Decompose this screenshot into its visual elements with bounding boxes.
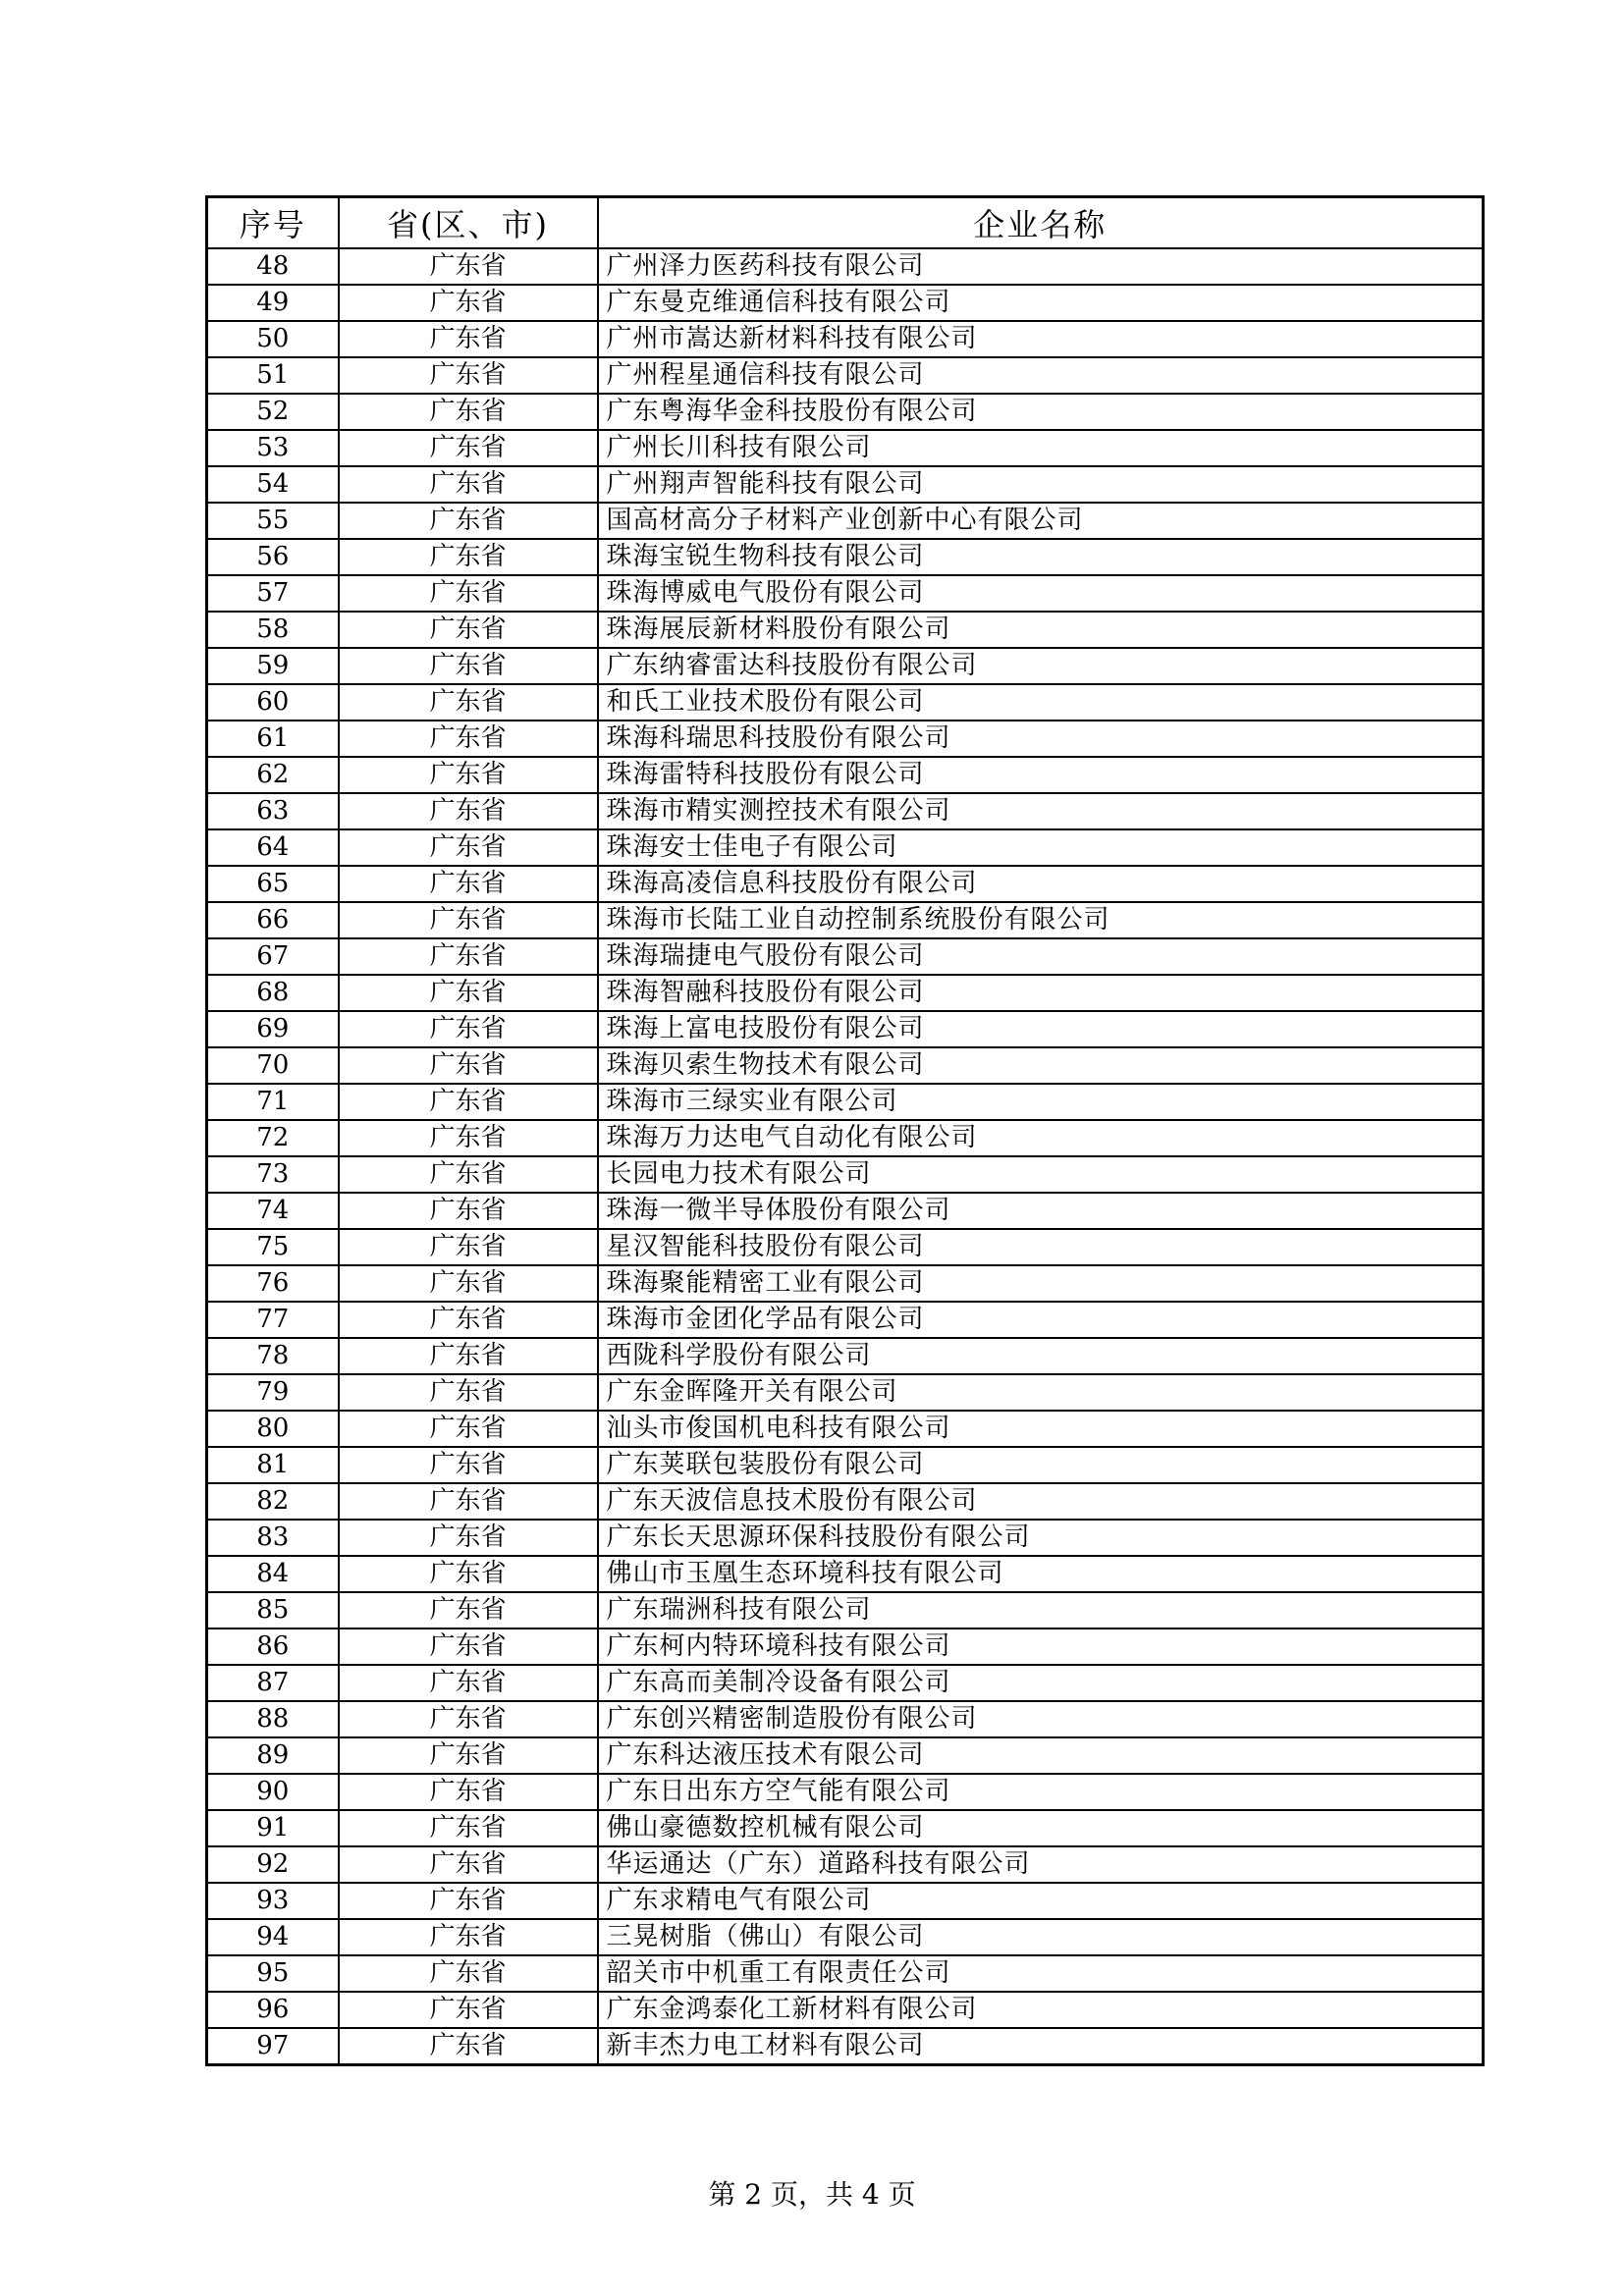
table-row [207, 1520, 1484, 1556]
row-index-cell: 51 [207, 357, 339, 394]
row-company-cell: 广东粤海华金科技股份有限公司 [598, 394, 1484, 430]
row-company-cell: 和氏工业技术股份有限公司 [598, 684, 1484, 721]
table-row [207, 1338, 1484, 1374]
row-province-cell: 广东省 [339, 1483, 598, 1520]
row-index-cell: 56 [207, 539, 339, 575]
row-index-cell: 88 [207, 1701, 339, 1737]
row-province-cell: 广东省 [339, 1737, 598, 1774]
row-company-cell: 广东天波信息技术股份有限公司 [598, 1483, 1484, 1520]
row-company-cell: 长园电力技术有限公司 [598, 1156, 1484, 1193]
row-province-cell: 广东省 [339, 1338, 598, 1374]
row-company-cell: 国高材高分子材料产业创新中心有限公司 [598, 503, 1484, 539]
row-index-cell: 96 [207, 1992, 339, 2028]
table-row [207, 684, 1484, 721]
row-province-cell: 广东省 [339, 1047, 598, 1084]
row-index-cell: 76 [207, 1265, 339, 1302]
row-company-cell: 广东荚联包装股份有限公司 [598, 1447, 1484, 1483]
table-row [207, 1665, 1484, 1701]
row-index-cell: 54 [207, 466, 339, 503]
table-row [207, 466, 1484, 503]
row-index-cell: 65 [207, 866, 339, 902]
row-index-cell: 91 [207, 1810, 339, 1846]
table-row [207, 902, 1484, 938]
row-province-cell: 广东省 [339, 394, 598, 430]
row-province-cell: 广东省 [339, 902, 598, 938]
table-row [207, 793, 1484, 829]
table-row [207, 394, 1484, 430]
table-row [207, 1955, 1484, 1992]
row-index-cell: 85 [207, 1592, 339, 1629]
row-index-cell: 86 [207, 1629, 339, 1665]
row-index-cell: 83 [207, 1520, 339, 1556]
row-province-cell: 广东省 [339, 1229, 598, 1265]
row-company-cell: 广州泽力医药科技有限公司 [598, 248, 1484, 285]
row-company-cell: 珠海博威电气股份有限公司 [598, 575, 1484, 612]
row-province-cell: 广东省 [339, 866, 598, 902]
row-company-cell: 广东曼克维通信科技有限公司 [598, 285, 1484, 321]
table-row [207, 539, 1484, 575]
row-company-cell: 珠海贝索生物技术有限公司 [598, 1047, 1484, 1084]
page-number: 第 2 页，共 4 页 [708, 2178, 916, 2211]
row-index-cell: 78 [207, 1338, 339, 1374]
row-company-cell: 珠海展辰新材料股份有限公司 [598, 612, 1484, 648]
table-row [207, 1592, 1484, 1629]
row-company-cell: 广东柯内特环境科技有限公司 [598, 1629, 1484, 1665]
table-row [207, 612, 1484, 648]
table-row [207, 430, 1484, 466]
table-row [207, 1447, 1484, 1483]
table-row [207, 1701, 1484, 1737]
row-company-cell: 汕头市俊国机电科技有限公司 [598, 1411, 1484, 1447]
row-index-cell: 62 [207, 757, 339, 793]
row-province-cell: 广东省 [339, 1992, 598, 2028]
row-province-cell: 广东省 [339, 1411, 598, 1447]
row-province-cell: 广东省 [339, 1011, 598, 1047]
table-row [207, 1737, 1484, 1774]
row-index-cell: 63 [207, 793, 339, 829]
table-row [207, 1919, 1484, 1955]
row-company-cell: 韶关市中机重工有限责任公司 [598, 1955, 1484, 1992]
table-row [207, 1156, 1484, 1193]
row-company-cell: 珠海一微半导体股份有限公司 [598, 1193, 1484, 1229]
table-row [207, 1992, 1484, 2028]
header-index: 序号 [207, 197, 339, 249]
header-province: 省(区、市) [339, 197, 598, 249]
row-index-cell: 80 [207, 1411, 339, 1447]
table-row [207, 1774, 1484, 1810]
table-row [207, 285, 1484, 321]
row-index-cell: 95 [207, 1955, 339, 1992]
row-company-cell: 珠海智融科技股份有限公司 [598, 975, 1484, 1011]
row-province-cell: 广东省 [339, 321, 598, 357]
table-row [207, 938, 1484, 975]
row-company-cell: 华运通达（广东）道路科技有限公司 [598, 1846, 1484, 1883]
table-row [207, 248, 1484, 285]
table-row [207, 1556, 1484, 1592]
row-province-cell: 广东省 [339, 539, 598, 575]
table-row [207, 1229, 1484, 1265]
table-row [207, 1846, 1484, 1883]
row-company-cell: 星汉智能科技股份有限公司 [598, 1229, 1484, 1265]
row-company-cell: 广东长天思源环保科技股份有限公司 [598, 1520, 1484, 1556]
row-index-cell: 58 [207, 612, 339, 648]
row-index-cell: 73 [207, 1156, 339, 1193]
row-province-cell: 广东省 [339, 1701, 598, 1737]
row-index-cell: 97 [207, 2028, 339, 2065]
row-index-cell: 81 [207, 1447, 339, 1483]
row-province-cell: 广东省 [339, 1955, 598, 1992]
row-index-cell: 93 [207, 1883, 339, 1919]
row-company-cell: 佛山市玉凰生态环境科技有限公司 [598, 1556, 1484, 1592]
row-province-cell: 广东省 [339, 1156, 598, 1193]
row-index-cell: 52 [207, 394, 339, 430]
row-index-cell: 60 [207, 684, 339, 721]
row-province-cell: 广东省 [339, 938, 598, 975]
row-province-cell: 广东省 [339, 575, 598, 612]
row-company-cell: 广东科达液压技术有限公司 [598, 1737, 1484, 1774]
row-company-cell: 广东高而美制冷设备有限公司 [598, 1665, 1484, 1701]
table-row [207, 1629, 1484, 1665]
row-province-cell: 广东省 [339, 1629, 598, 1665]
table-row [207, 866, 1484, 902]
row-company-cell: 广东日出东方空气能有限公司 [598, 1774, 1484, 1810]
row-company-cell: 广东瑞洲科技有限公司 [598, 1592, 1484, 1629]
row-province-cell: 广东省 [339, 612, 598, 648]
table-header [207, 197, 1484, 249]
row-index-cell: 57 [207, 575, 339, 612]
row-company-cell: 新丰杰力电工材料有限公司 [598, 2028, 1484, 2065]
row-company-cell: 广东金鸿泰化工新材料有限公司 [598, 1992, 1484, 2028]
row-index-cell: 77 [207, 1302, 339, 1338]
row-company-cell: 广州长川科技有限公司 [598, 430, 1484, 466]
row-index-cell: 69 [207, 1011, 339, 1047]
row-province-cell: 广东省 [339, 1447, 598, 1483]
row-province-cell: 广东省 [339, 466, 598, 503]
header-row [207, 197, 1484, 249]
table-row [207, 1120, 1484, 1156]
table-body [207, 248, 1484, 2065]
row-index-cell: 50 [207, 321, 339, 357]
row-province-cell: 广东省 [339, 1193, 598, 1229]
row-company-cell: 广州翔声智能科技有限公司 [598, 466, 1484, 503]
row-company-cell: 佛山豪德数控机械有限公司 [598, 1810, 1484, 1846]
row-index-cell: 90 [207, 1774, 339, 1810]
row-company-cell: 珠海上富电技股份有限公司 [598, 1011, 1484, 1047]
row-company-cell: 广东求精电气有限公司 [598, 1883, 1484, 1919]
row-province-cell: 广东省 [339, 793, 598, 829]
row-company-cell: 广东纳睿雷达科技股份有限公司 [598, 648, 1484, 684]
row-index-cell: 48 [207, 248, 339, 285]
row-index-cell: 75 [207, 1229, 339, 1265]
row-company-cell: 广东创兴精密制造股份有限公司 [598, 1701, 1484, 1737]
row-index-cell: 70 [207, 1047, 339, 1084]
table-row [207, 1483, 1484, 1520]
row-company-cell: 珠海科瑞思科技股份有限公司 [598, 721, 1484, 757]
row-index-cell: 79 [207, 1374, 339, 1411]
row-province-cell: 广东省 [339, 248, 598, 285]
row-index-cell: 84 [207, 1556, 339, 1592]
row-province-cell: 广东省 [339, 1084, 598, 1120]
row-company-cell: 广州程星通信科技有限公司 [598, 357, 1484, 394]
table-row [207, 1374, 1484, 1411]
row-company-cell: 珠海雷特科技股份有限公司 [598, 757, 1484, 793]
row-province-cell: 广东省 [339, 1520, 598, 1556]
table-row [207, 1302, 1484, 1338]
row-company-cell: 广州市嵩达新材料科技有限公司 [598, 321, 1484, 357]
row-province-cell: 广东省 [339, 357, 598, 394]
table-row [207, 1084, 1484, 1120]
table-row [207, 1047, 1484, 1084]
row-province-cell: 广东省 [339, 503, 598, 539]
row-province-cell: 广东省 [339, 1374, 598, 1411]
table-row [207, 648, 1484, 684]
row-index-cell: 59 [207, 648, 339, 684]
row-company-cell: 珠海市金团化学品有限公司 [598, 1302, 1484, 1338]
row-index-cell: 53 [207, 430, 339, 466]
enterprise-table [205, 195, 1485, 2066]
row-province-cell: 广东省 [339, 1265, 598, 1302]
row-company-cell: 珠海聚能精密工业有限公司 [598, 1265, 1484, 1302]
table-row [207, 1810, 1484, 1846]
row-province-cell: 广东省 [339, 1846, 598, 1883]
row-province-cell: 广东省 [339, 1883, 598, 1919]
table-row [207, 575, 1484, 612]
row-province-cell: 广东省 [339, 648, 598, 684]
table-row [207, 503, 1484, 539]
table-row [207, 2028, 1484, 2065]
table-row [207, 1265, 1484, 1302]
row-province-cell: 广东省 [339, 1810, 598, 1846]
table-row [207, 1411, 1484, 1447]
table-row [207, 1883, 1484, 1919]
row-province-cell: 广东省 [339, 1556, 598, 1592]
table-row [207, 1011, 1484, 1047]
row-index-cell: 64 [207, 829, 339, 866]
row-index-cell: 71 [207, 1084, 339, 1120]
row-company-cell: 三晃树脂（佛山）有限公司 [598, 1919, 1484, 1955]
row-province-cell: 广东省 [339, 1120, 598, 1156]
row-province-cell: 广东省 [339, 1774, 598, 1810]
row-index-cell: 89 [207, 1737, 339, 1774]
table-row [207, 357, 1484, 394]
row-company-cell: 西陇科学股份有限公司 [598, 1338, 1484, 1374]
row-company-cell: 珠海瑞捷电气股份有限公司 [598, 938, 1484, 975]
enterprise-table-container [205, 195, 1482, 2066]
row-province-cell: 广东省 [339, 2028, 598, 2065]
row-index-cell: 55 [207, 503, 339, 539]
row-index-cell: 82 [207, 1483, 339, 1520]
row-company-cell: 珠海市三绿实业有限公司 [598, 1084, 1484, 1120]
table-row [207, 321, 1484, 357]
table-row [207, 721, 1484, 757]
row-province-cell: 广东省 [339, 757, 598, 793]
table-row [207, 757, 1484, 793]
row-province-cell: 广东省 [339, 1302, 598, 1338]
row-company-cell: 珠海市长陆工业自动控制系统股份有限公司 [598, 902, 1484, 938]
row-province-cell: 广东省 [339, 430, 598, 466]
table-row [207, 1193, 1484, 1229]
row-province-cell: 广东省 [339, 684, 598, 721]
row-index-cell: 74 [207, 1193, 339, 1229]
row-province-cell: 广东省 [339, 829, 598, 866]
row-index-cell: 68 [207, 975, 339, 1011]
row-index-cell: 87 [207, 1665, 339, 1701]
row-province-cell: 广东省 [339, 285, 598, 321]
table-row [207, 975, 1484, 1011]
row-province-cell: 广东省 [339, 1919, 598, 1955]
row-company-cell: 广东金晖隆开关有限公司 [598, 1374, 1484, 1411]
row-index-cell: 94 [207, 1919, 339, 1955]
row-company-cell: 珠海万力达电气自动化有限公司 [598, 1120, 1484, 1156]
row-company-cell: 珠海市精实测控技术有限公司 [598, 793, 1484, 829]
row-index-cell: 49 [207, 285, 339, 321]
row-index-cell: 61 [207, 721, 339, 757]
row-province-cell: 广东省 [339, 975, 598, 1011]
row-province-cell: 广东省 [339, 1665, 598, 1701]
row-company-cell: 珠海宝锐生物科技有限公司 [598, 539, 1484, 575]
row-index-cell: 72 [207, 1120, 339, 1156]
row-province-cell: 广东省 [339, 1592, 598, 1629]
row-company-cell: 珠海安士佳电子有限公司 [598, 829, 1484, 866]
row-index-cell: 66 [207, 902, 339, 938]
header-company: 企业名称 [598, 197, 1484, 249]
row-index-cell: 67 [207, 938, 339, 975]
table-row [207, 829, 1484, 866]
row-index-cell: 92 [207, 1846, 339, 1883]
row-company-cell: 珠海高凌信息科技股份有限公司 [598, 866, 1484, 902]
row-province-cell: 广东省 [339, 721, 598, 757]
